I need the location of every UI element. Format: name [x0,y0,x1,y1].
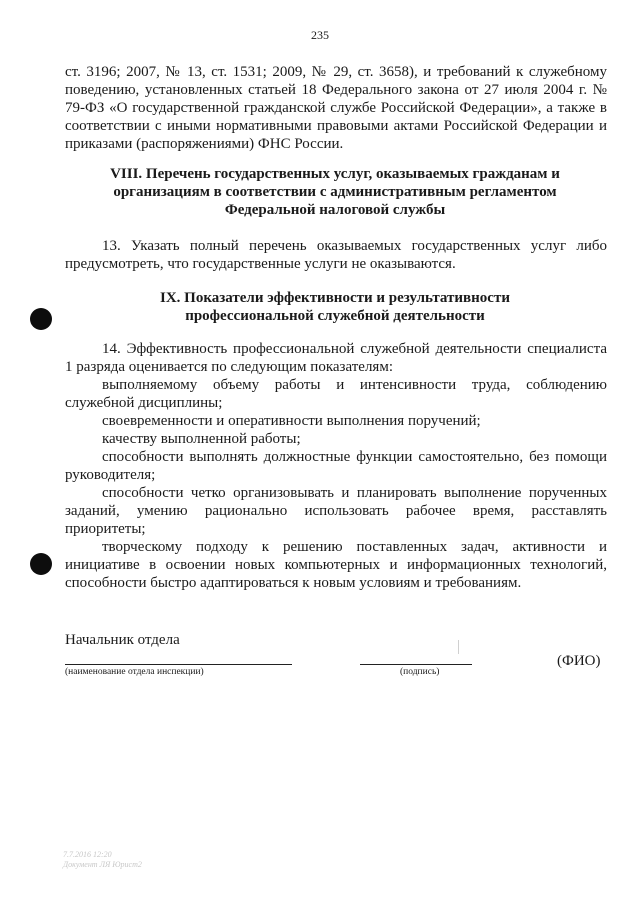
item-13: 13. Указать полный перечень оказываемых государственных услуг либо предусмотреть, что государственные услуги не оказываются. [65,238,607,272]
section-9-heading-line: IX. Показатели эффективности и результативности [160,290,510,306]
intro-paragraph: ст. 3196; 2007, № 13, ст. 1531; 2009, № 29, ст. 3658), и требований к служебному поведению, установленных статьей 18 Федерального закона от 27 июля 2004 г. № 79-ФЗ «О государственной гражданской службе Российской Федерации», а также в соответствии с иными нормативными правовыми актами Российской Федерации и приказами (распоряжениями) ФНС России. [65,64,607,152]
signature-line [360,664,472,665]
section-9-heading-line: профессиональной служебной деятельности [185,308,485,324]
signature-caption: (подпись) [400,667,440,677]
punch-hole [30,553,52,575]
item-14: 14. Эффективность профессиональной служебной деятельности специалиста 1 разряда оценивается по следующим показателям: [65,341,607,375]
faint-mark-line: 7.7.2016 12:20 [63,850,112,859]
criterion-item: качеству выполненной работы; [102,431,301,447]
criterion-item: способности выполнять должностные функции самостоятельно, без помощи руководителя; [65,449,607,483]
faint-mark-line: Документ ЛЯ Юрист2 [63,860,142,869]
criterion-item: своевременности и оперативности выполнения поручений; [102,413,481,429]
signature-title: Начальник отдела [65,632,180,648]
criterion-item: выполняемому объему работы и интенсивности труда, соблюдению служебной дисциплины; [65,377,607,411]
fio-label: (ФИО) [557,653,601,669]
section-8-heading-line: VIII. Перечень государственных услуг, оказываемых гражданам и [110,166,560,182]
section-8-heading-line: Федеральной налоговой службы [224,202,446,218]
scan-speck [458,640,459,654]
faint-mark [63,850,142,870]
department-caption: (наименование отдела инспекции) [65,667,204,677]
section-9-heading [110,289,560,325]
section-8-heading [80,165,590,219]
section-8-heading-line: организациям в соответствии с административным регламентом [113,184,557,200]
punch-hole [30,308,52,330]
department-line [65,664,292,665]
criterion-item: творческому подходу к решению поставленных задач, активности и инициативе в освоении новых компьютерных и информационных технологий, способности быстро адаптироваться к новым условиям и требованиям. [65,539,607,591]
page-number: 235 [311,28,329,42]
criterion-item: способности четко организовывать и планировать выполнение порученных заданий, умению рационально использовать рабочее время, расставлять приоритеты; [65,485,607,537]
